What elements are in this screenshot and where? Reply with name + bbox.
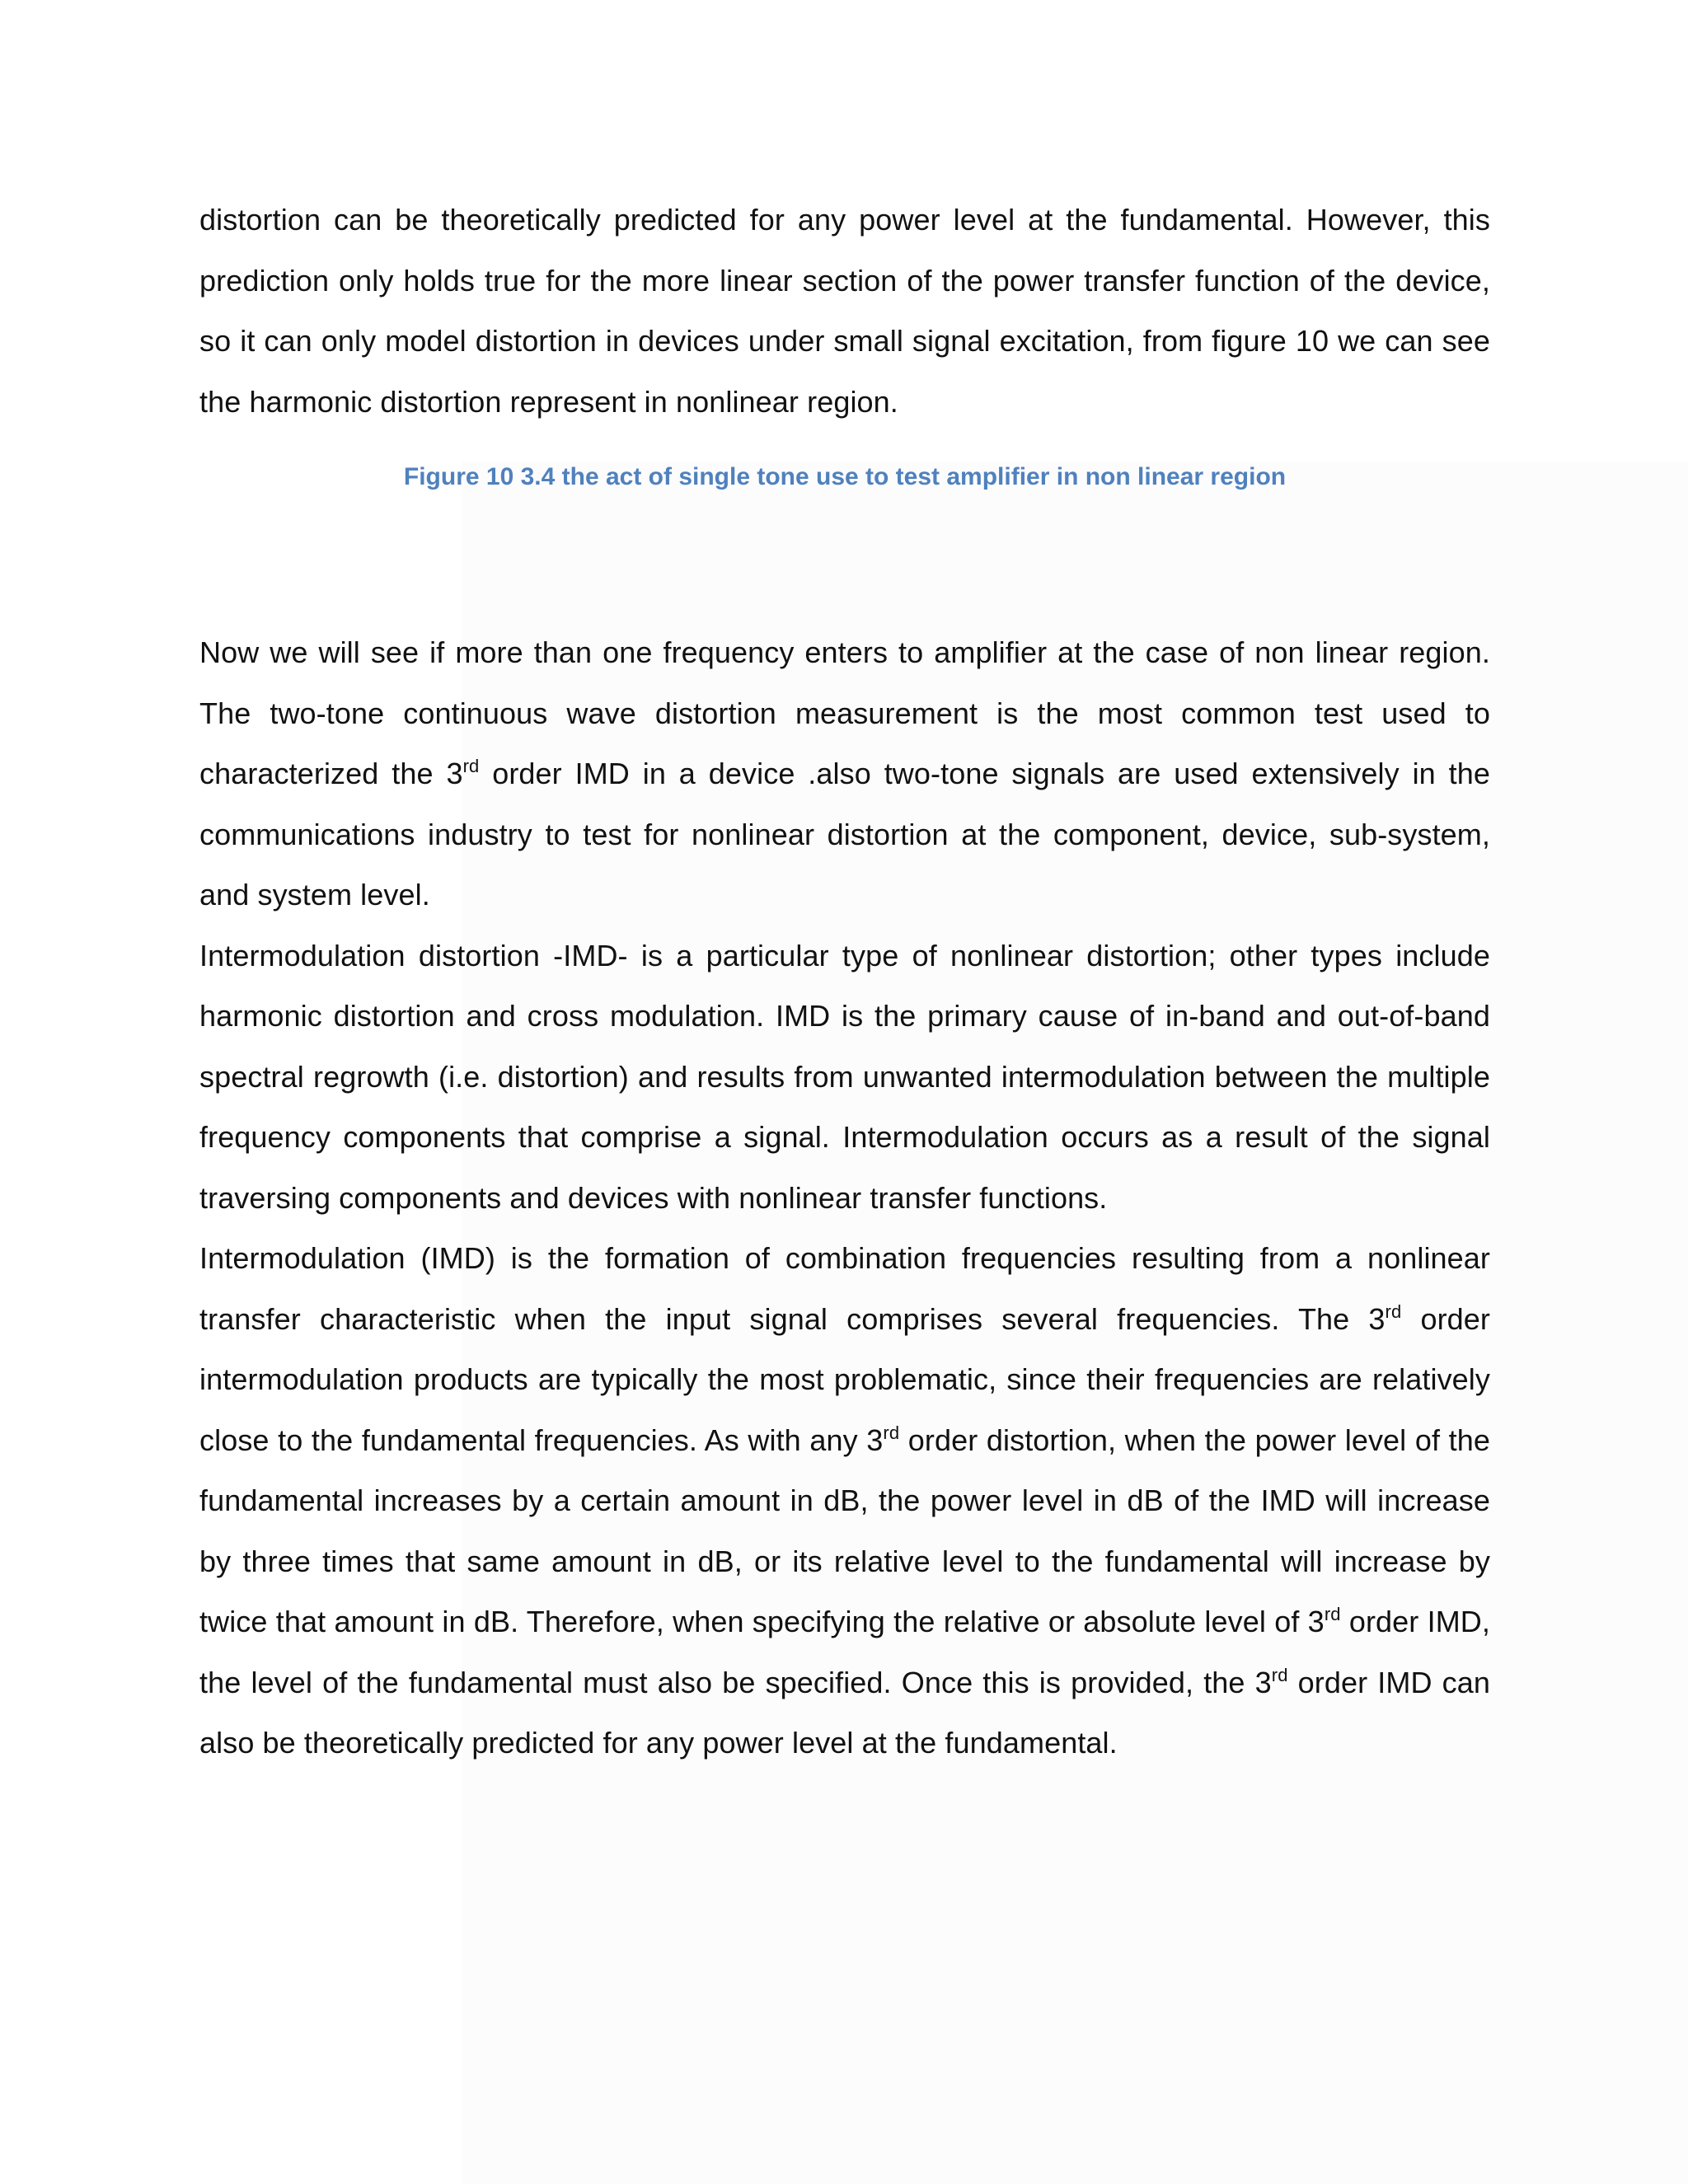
paragraph-two-tone-text-b: order IMD in a device .also two-tone signals are used extensively in the communications industry to test for nonlinear distortion at the component, device, sub-system, and system level. [199,757,1490,912]
superscript-rd: rd [883,1422,900,1443]
superscript-rd: rd [462,756,480,776]
paragraph-harmonic-distortion: distortion can be theoretically predicted for any power level at the fundamental. However, this prediction only holds true for the more linear section of the power transfer function of the device, so it can only model distortion in devices under small signal excitation, from figure 10 we can see the harmonic distortion represent in nonlinear region. [199,203,1490,419]
paragraph-two-tone [199,622,1490,926]
paragraph-imd-text-d: order IMD, the level of the fundamental must also be specified. Once this is provided, the 3 [199,1605,1491,1699]
paragraph-imd-text-b: order intermodulation products are typically the most problematic, since their frequencies are relatively close to the fundamental frequencies. As with any 3 [199,1301,1490,1457]
figure-caption-container [199,461,1490,494]
paragraph-imd-third-order [199,1228,1490,1774]
page-content [199,190,1490,1774]
superscript-rd: rd [1324,1604,1341,1624]
paragraph-two-tone-text-a: Now we will see if more than one frequency enters to amplifier at the case of non linear region. The two-tone continuous wave distortion measurement is the most common test used to characterized the 3 [199,635,1490,790]
paragraph-imd-text-c: order distortion, when the power level of the fundamental increases by a certain amount in dB, the power level in dB of the IMD will increase by three times that same amount in dB, or its relative level to the fundamental will increase by twice that amount in dB. Therefore, when specifying the relative or absolute level of 3 [199,1422,1491,1638]
figure-caption: Figure 10 3.4 the act of single tone use to test amplifier in non linear region [403,463,1287,490]
superscript-rd: rd [1271,1664,1288,1685]
paragraph-imd-text-e: order IMD can also be theoretically predicted for any power level at the fundamental. [199,1665,1490,1760]
paragraph-imd-definition: Intermodulation distortion -IMD- is a particular type of nonlinear distortion; other types include harmonic distortion and cross modulation. IMD is the primary cause of in-band and out-of-band spectral regrowth (i.e. distortion) and results from unwanted intermodulation between the multiple frequency components that comprise a signal. Intermodulation occurs as a result of the signal traversing components and devices with nonlinear transfer functions. [199,938,1490,1215]
paragraph-imd-text-a: Intermodulation (IMD) is the formation of combination frequencies resulting from a nonlinear transfer characteristic when the input signal comprises several frequencies. The 3 [199,1241,1490,1336]
superscript-rd: rd [1385,1301,1402,1322]
